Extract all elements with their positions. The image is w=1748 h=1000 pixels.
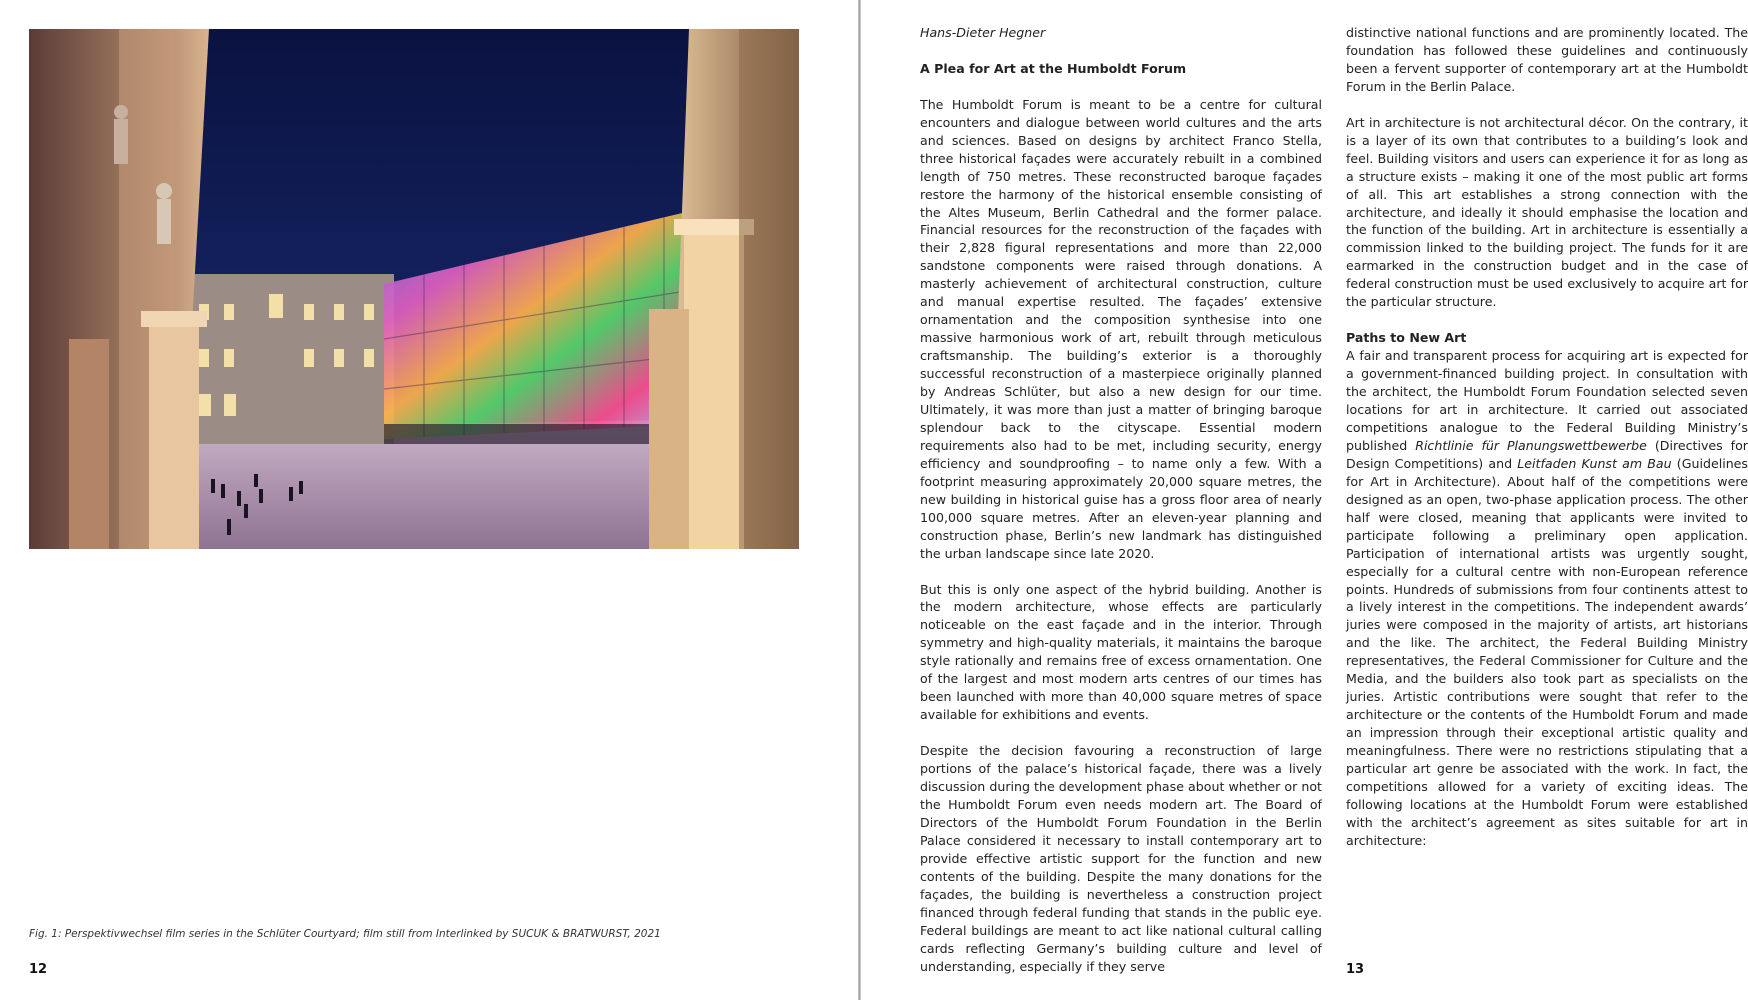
text-column-2	[1346, 24, 1748, 850]
italic-title: Leitfaden Kunst am Bau	[1517, 455, 1672, 471]
section-heading: Paths to New Art	[1346, 330, 1467, 346]
paragraph: Art in architecture is not architectural décor. On the contrary, it is a layer of its own that contributes to a building’s look and feel. Building visitors and users can experience it for as long as a structure exists – making it one of the most public art forms of all. This art establishes a strong connection with the architecture, and ideally it should emphasise the location and the function of the building. Art in architecture is essentially a commission linked to the building project. The funds for it are earmarked in the construction budget and in the case of federal construction must be used exclusively to acquire art for the particular structure.	[1346, 114, 1748, 310]
paragraph-text: (Guidelines for Art in Architecture). About half of the competitions were designed as an open, two-phase application process. The other half were closed, meaning that applicants were invited to participate following a preliminary open application. Participation of international artists was urgently sought, especially for a cultural centre with non-European reference points. Hundreds of submissions from four continents attest to a lively interest in the competitions. The independent awards’ juries were composed in the majority of artists, art historians and the like. The architect, the Federal Building Ministry representatives, the Federal Commissioner for Culture and the Media, and the builders also took part as specialists on the juries. Artistic contributions were sought that refer to the architecture or the contents of the Humboldt Forum and made an impression through their exceptional artistic quality and meaningfulness. There were no restrictions stipulating that a particular art genre be associated with the work. In fact, the competitions allowed for a variety of exciting ideas. The following locations at the Humboldt Forum were established with the architect’s agreement as sites suitable for art in architecture:	[1346, 455, 1748, 848]
paragraph: distinctive national functions and are prominently located. The foundation has followed these guidelines and continuously been a fervent supporter of contemporary art at the Humboldt Forum in the Berlin Palace.	[1346, 25, 1748, 94]
italic-title: Richtlinie für Planungswettbewerbe	[1415, 437, 1647, 453]
left-page	[0, 0, 858, 1000]
page-number-right: 13	[1346, 962, 1365, 977]
paragraph: The Humboldt Forum is meant to be a centre for cultural encounters and dialogue between world cultures and the arts and sciences. Based on designs by architect Franco Stella, three historical façades were accurately rebuilt in a combined length of 750 metres. These reconstructed baroque façades restore the harmony of the historical ensemble consisting of the Altes Museum, Berlin Cathedral and the former palace. Financial resources for the reconstruction of the façades with their 2,828 figural representations and more than 22,000 sandstone components were raised through donations. A masterly achievement of architectural construction, culture and manual expertise resulted. The façades’ extensive ornamentation and the composition synthesise into one massive harmonious work of art, rebuilt through meticulous craftsmanship. The building’s exterior is a thoroughly successful reconstruction of a masterpiece originally planned by Andreas Schlüter, but also a new design for our time. Ultimately, it was more than just a matter of bringing baroque splendour back to the cityscape. Essential modern requirements also had to be met, including security, energy efficiency and soundproofing – to name only a few. With a footprint measuring approximately 20,000 square metres, the new building in historical guise has a gross floor area of nearly 100,000 square metres. After an eleven-year planning and construction phase, Berlin’s new landmark has distinguished the urban landscape since late 2020.	[920, 96, 1322, 561]
paragraph	[1346, 347, 1748, 850]
courtyard-photo	[29, 29, 799, 549]
text-column-1	[920, 24, 1322, 975]
right-page	[861, 0, 1748, 1000]
courtyard-illustration	[29, 29, 799, 549]
page-number-left: 12	[29, 962, 48, 977]
paragraph-text: (Directives for Design Competitions) and	[1346, 437, 1748, 471]
paragraph-text: A fair and transparent process for acquiring art is expected for a government-financed building project. In consultation with the architect, the Humboldt Forum Foundation selected seven locations for art in architecture. It carried out associated competitions analogue to the Federal Building Ministry’s published	[1346, 348, 1748, 453]
paragraph: Despite the decision favouring a reconstruction of large portions of the palace’s historical façade, there was a lively discussion during the development phase about whether or not the Humboldt Forum even needs modern art. The Board of Directors of the Humboldt Forum Foundation in the Berlin Palace considered it necessary to install contemporary art to provide effective artistic support for the function and new contents of the building. Despite the many donations for the façades, the building is nevertheless a construction project financed through federal funding that stands in the public eye. Federal buildings are meant to act like national cultural calling cards reflecting Germany’s building culture and level of understanding, especially if they serve	[920, 743, 1322, 974]
paragraph: But this is only one aspect of the hybrid building. Another is the modern architecture, whose effects are particularly noticeable on the east façade and in the interior. Through symmetry and high-quality materials, it maintains the baroque style rationally and remains free of excess ornamentation. One of the largest and most modern arts centres of our times has been launched with more than 40,000 square metres of space available for exhibitions and events.	[920, 581, 1322, 723]
article-title: A Plea for Art at the Humboldt Forum	[920, 60, 1187, 76]
figure-caption: Fig. 1: Perspektivwechsel film series in the Schlüter Courtyard; film still from Interlinked by SUCUK & BRATWURST, 2021	[29, 928, 661, 940]
author-name: Hans-Dieter Hegner	[920, 25, 1046, 40]
